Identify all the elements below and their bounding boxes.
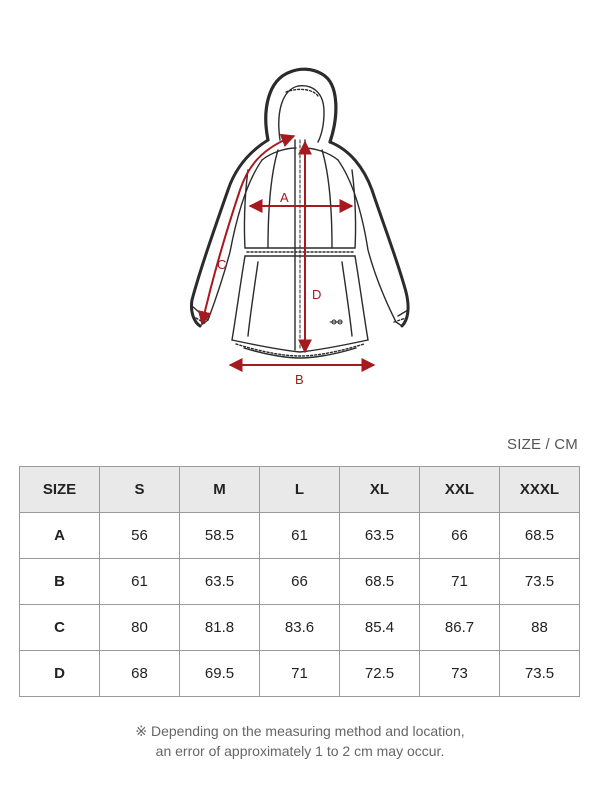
table-row (20, 559, 580, 605)
measurement-note (0, 721, 600, 761)
header-m: M (180, 467, 260, 513)
table-row (20, 651, 580, 697)
header-s: S (100, 467, 180, 513)
table-cell: 86.7 (420, 605, 500, 651)
header-size: SIZE (20, 467, 100, 513)
table-cell: 63.5 (340, 513, 420, 559)
row-label: A (20, 513, 100, 559)
table-cell: 71 (260, 651, 340, 697)
header-xxxl: XXXL (500, 467, 580, 513)
table-cell: 58.5 (180, 513, 260, 559)
table-cell: 61 (260, 513, 340, 559)
table-cell: 85.4 (340, 605, 420, 651)
table-cell: 73 (420, 651, 500, 697)
note-line-1: ※ Depending on the measuring method and location, (135, 723, 465, 739)
table-cell: 71 (420, 559, 500, 605)
table-cell: 68.5 (500, 513, 580, 559)
table-cell: 73.5 (500, 559, 580, 605)
measure-c-line (202, 136, 294, 324)
table-cell: 69.5 (180, 651, 260, 697)
table-cell: 73.5 (500, 651, 580, 697)
header-l: L (260, 467, 340, 513)
unit-label: SIZE / CM (507, 436, 578, 453)
table-header-row (20, 467, 580, 513)
table-cell: 81.8 (180, 605, 260, 651)
table-cell: 61 (100, 559, 180, 605)
table-cell: 63.5 (180, 559, 260, 605)
measure-b-label: B (295, 372, 304, 387)
measure-d-label: D (312, 287, 322, 302)
measure-a-label: A (280, 190, 289, 205)
note-line-2: an error of approximately 1 to 2 cm may occur. (155, 743, 445, 759)
table-row (20, 513, 580, 559)
row-label: D (20, 651, 100, 697)
row-label: B (20, 559, 100, 605)
table-cell: 56 (100, 513, 180, 559)
header-xl: XL (340, 467, 420, 513)
table-cell: 66 (260, 559, 340, 605)
row-label: C (20, 605, 100, 651)
table-cell: 83.6 (260, 605, 340, 651)
table-cell: 80 (100, 605, 180, 651)
table-cell: 68 (100, 651, 180, 697)
table-cell: 66 (420, 513, 500, 559)
measure-c-label: C (217, 257, 227, 272)
table-cell: 88 (500, 605, 580, 651)
measure-lines (202, 136, 374, 365)
header-xxl: XXL (420, 467, 500, 513)
table-cell: 68.5 (340, 559, 420, 605)
table-cell: 72.5 (340, 651, 420, 697)
jacket-outline (191, 69, 408, 358)
table-row (20, 605, 580, 651)
size-chart-table (19, 466, 580, 697)
